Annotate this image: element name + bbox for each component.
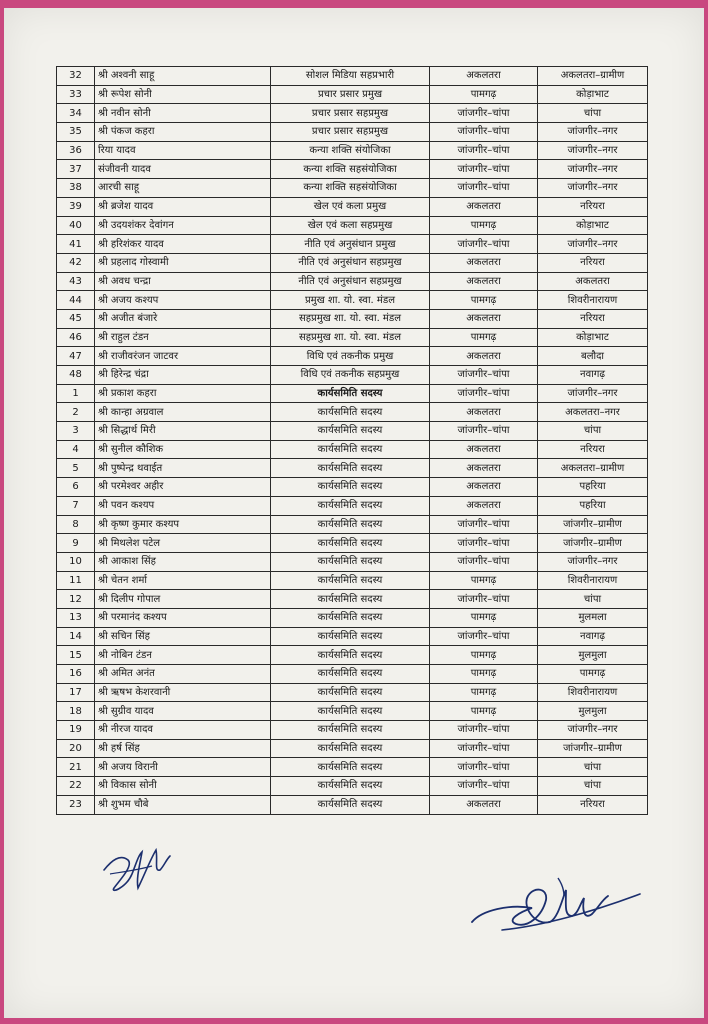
table-row <box>57 515 648 534</box>
serial-number-cell: 18 <box>57 702 95 721</box>
serial-number-cell: 15 <box>57 646 95 665</box>
vidhansabha-cell: अकलतरा <box>430 67 538 86</box>
member-name-cell: श्री कृष्ण कुमार कश्यप <box>95 515 271 534</box>
vidhansabha-cell: जांजगीर–चांपा <box>430 104 538 123</box>
mandal-cell: जांजगीर–ग्रामीण <box>538 739 648 758</box>
post-cell: कार्यसमिति सदस्य <box>271 384 430 403</box>
mandal-cell: जांजगीर–नगर <box>538 235 648 254</box>
post-cell: कार्यसमिति सदस्य <box>271 758 430 777</box>
mandal-cell: चांपा <box>538 758 648 777</box>
mandal-cell: जांजगीर–नगर <box>538 123 648 142</box>
vidhansabha-cell: जांजगीर–चांपा <box>430 366 538 385</box>
member-name-cell: श्री पवन कश्यप <box>95 496 271 515</box>
vidhansabha-cell: जांजगीर–चांपा <box>430 515 538 534</box>
serial-number-cell: 12 <box>57 590 95 609</box>
post-cell: सहप्रमुख शा. यो. स्वा. मंडल <box>271 309 430 328</box>
vidhansabha-cell: जांजगीर–चांपा <box>430 777 538 796</box>
table-row <box>57 291 648 310</box>
post-cell: कार्यसमिति सदस्य <box>271 496 430 515</box>
table-row <box>57 590 648 609</box>
vidhansabha-cell: अकलतरा <box>430 403 538 422</box>
member-name-cell: श्री सुग्रीव यादव <box>95 702 271 721</box>
table-row <box>57 85 648 104</box>
mandal-cell: शिवरीनारायण <box>538 571 648 590</box>
member-name-cell: श्री नोबिन टंडन <box>95 646 271 665</box>
serial-number-cell: 7 <box>57 496 95 515</box>
member-name-cell: श्री हिरेन्द्र चंद्रा <box>95 366 271 385</box>
mandal-cell: जांजगीर–नगर <box>538 721 648 740</box>
serial-number-cell: 32 <box>57 67 95 86</box>
serial-number-cell: 43 <box>57 272 95 291</box>
serial-number-cell: 46 <box>57 328 95 347</box>
member-name-cell: श्री अश्वनी साहू <box>95 67 271 86</box>
post-cell: कार्यसमिति सदस्य <box>271 590 430 609</box>
table-row <box>57 739 648 758</box>
serial-number-cell: 9 <box>57 534 95 553</box>
mandal-cell: शिवरीनारायण <box>538 291 648 310</box>
member-name-cell: श्री विकास सोनी <box>95 777 271 796</box>
member-name-cell: आरची साहू <box>95 179 271 198</box>
post-cell: विधि एवं तकनीक प्रमुख <box>271 347 430 366</box>
post-cell: कार्यसमिति सदस्य <box>271 440 430 459</box>
mandal-cell: मुलमुला <box>538 646 648 665</box>
member-name-cell: श्री अजय विरानी <box>95 758 271 777</box>
serial-number-cell: 47 <box>57 347 95 366</box>
member-name-cell: श्री राहुल टंडन <box>95 328 271 347</box>
mandal-cell: अकलतरा–ग्रामीण <box>538 67 648 86</box>
mandal-cell: चांपा <box>538 104 648 123</box>
mandal-cell: जांजगीर–ग्रामीण <box>538 515 648 534</box>
post-cell: प्रचार प्रसार सहप्रमुख <box>271 104 430 123</box>
serial-number-cell: 41 <box>57 235 95 254</box>
signature-right-icon <box>462 860 652 950</box>
post-cell: कार्यसमिति सदस्य <box>271 646 430 665</box>
vidhansabha-cell: अकलतरा <box>430 253 538 272</box>
member-name-cell: श्री हर्ष सिंह <box>95 739 271 758</box>
serial-number-cell: 5 <box>57 459 95 478</box>
table-row <box>57 608 648 627</box>
table-row <box>57 777 648 796</box>
post-cell: सोशल मिडिया सहप्रभारी <box>271 67 430 86</box>
post-cell: कार्यसमिति सदस्य <box>271 683 430 702</box>
serial-number-cell: 1 <box>57 384 95 403</box>
mandal-cell: पहरिया <box>538 478 648 497</box>
table-row <box>57 141 648 160</box>
mandal-cell: पामगढ़ <box>538 665 648 684</box>
mandal-cell: कोड़ाभाट <box>538 328 648 347</box>
serial-number-cell: 19 <box>57 721 95 740</box>
mandal-cell: अकलतरा <box>538 272 648 291</box>
vidhansabha-cell: जांजगीर–चांपा <box>430 721 538 740</box>
vidhansabha-cell: जांजगीर–चांपा <box>430 160 538 179</box>
table-row <box>57 235 648 254</box>
member-name-cell: रिया यादव <box>95 141 271 160</box>
vidhansabha-cell: जांजगीर–चांपा <box>430 123 538 142</box>
post-cell: कार्यसमिति सदस्य <box>271 571 430 590</box>
mandal-cell: नरियरा <box>538 440 648 459</box>
post-cell: खेल एवं कला प्रमुख <box>271 197 430 216</box>
member-name-cell: श्री राजीवरंजन जाटवर <box>95 347 271 366</box>
post-cell: कार्यसमिति सदस्य <box>271 721 430 740</box>
post-cell: खेल एवं कला सहप्रमुख <box>271 216 430 235</box>
vidhansabha-cell: पामगढ़ <box>430 216 538 235</box>
member-name-cell: श्री शुभम चौबे <box>95 795 271 814</box>
member-roster-table <box>56 66 648 815</box>
mandal-cell: मुलमला <box>538 608 648 627</box>
mandal-cell: नरियरा <box>538 309 648 328</box>
vidhansabha-cell: अकलतरा <box>430 197 538 216</box>
member-name-cell: श्री उदयशंकर देवांगन <box>95 216 271 235</box>
table-row <box>57 721 648 740</box>
member-name-cell: श्री नवीन सोनी <box>95 104 271 123</box>
member-name-cell: श्री रूपेश सोनी <box>95 85 271 104</box>
serial-number-cell: 13 <box>57 608 95 627</box>
table-row <box>57 160 648 179</box>
serial-number-cell: 38 <box>57 179 95 198</box>
post-cell: प्रचार प्रसार सहप्रमुख <box>271 123 430 142</box>
table-row <box>57 253 648 272</box>
member-name-cell: श्री सचिन सिंह <box>95 627 271 646</box>
vidhansabha-cell: पामगढ़ <box>430 646 538 665</box>
vidhansabha-cell: अकलतरा <box>430 309 538 328</box>
vidhansabha-cell: पामगढ़ <box>430 665 538 684</box>
post-cell: कन्या शक्ति सहसंयोजिका <box>271 160 430 179</box>
member-name-cell: श्री मिथलेश पटेल <box>95 534 271 553</box>
table-row <box>57 534 648 553</box>
post-cell: प्रचार प्रसार प्रमुख <box>271 85 430 104</box>
table-row <box>57 216 648 235</box>
post-cell: प्रमुख शा. यो. स्वा. मंडल <box>271 291 430 310</box>
serial-number-cell: 20 <box>57 739 95 758</box>
mandal-cell: चांपा <box>538 590 648 609</box>
serial-number-cell: 33 <box>57 85 95 104</box>
mandal-cell: चांपा <box>538 422 648 441</box>
table-row <box>57 272 648 291</box>
table-row <box>57 665 648 684</box>
post-cell: कन्या शक्ति संयोजिका <box>271 141 430 160</box>
member-name-cell: श्री परमेश्वर अहीर <box>95 478 271 497</box>
serial-number-cell: 10 <box>57 552 95 571</box>
table-row <box>57 422 648 441</box>
member-name-cell: श्री अमित अनंत <box>95 665 271 684</box>
mandal-cell: शिवरीनारायण <box>538 683 648 702</box>
serial-number-cell: 3 <box>57 422 95 441</box>
serial-number-cell: 11 <box>57 571 95 590</box>
post-cell: कार्यसमिति सदस्य <box>271 665 430 684</box>
roster-body <box>57 67 648 815</box>
vidhansabha-cell: जांजगीर–चांपा <box>430 384 538 403</box>
vidhansabha-cell: जांजगीर–चांपा <box>430 534 538 553</box>
vidhansabha-cell: पामगढ़ <box>430 608 538 627</box>
vidhansabha-cell: जांजगीर–चांपा <box>430 141 538 160</box>
vidhansabha-cell: जांजगीर–चांपा <box>430 552 538 571</box>
table-row <box>57 478 648 497</box>
serial-number-cell: 44 <box>57 291 95 310</box>
serial-number-cell: 23 <box>57 795 95 814</box>
table-row <box>57 104 648 123</box>
table-row <box>57 683 648 702</box>
table-row <box>57 197 648 216</box>
post-cell: कार्यसमिति सदस्य <box>271 777 430 796</box>
member-name-cell: श्री प्रहलाद गोस्वामी <box>95 253 271 272</box>
vidhansabha-cell: अकलतरा <box>430 496 538 515</box>
table-row <box>57 571 648 590</box>
member-name-cell: श्री ब्रजेश यादव <box>95 197 271 216</box>
member-name-cell: श्री अवध चन्द्रा <box>95 272 271 291</box>
serial-number-cell: 22 <box>57 777 95 796</box>
member-name-cell: श्री नीरज यादव <box>95 721 271 740</box>
vidhansabha-cell: अकलतरा <box>430 459 538 478</box>
vidhansabha-cell: अकलतरा <box>430 440 538 459</box>
serial-number-cell: 39 <box>57 197 95 216</box>
post-cell: कार्यसमिति सदस्य <box>271 702 430 721</box>
post-cell: कार्यसमिति सदस्य <box>271 403 430 422</box>
vidhansabha-cell: जांजगीर–चांपा <box>430 179 538 198</box>
member-name-cell: श्री चेतन शर्मा <box>95 571 271 590</box>
serial-number-cell: 14 <box>57 627 95 646</box>
mandal-cell: कोड़ाभाट <box>538 216 648 235</box>
mandal-cell: नरियरा <box>538 795 648 814</box>
vidhansabha-cell: जांजगीर–चांपा <box>430 422 538 441</box>
vidhansabha-cell: पामगढ़ <box>430 571 538 590</box>
post-cell: कार्यसमिति सदस्य <box>271 515 430 534</box>
member-name-cell: श्री पंकज कहरा <box>95 123 271 142</box>
vidhansabha-cell: जांजगीर–चांपा <box>430 758 538 777</box>
vidhansabha-cell: पामगढ़ <box>430 85 538 104</box>
mandal-cell: बलौदा <box>538 347 648 366</box>
serial-number-cell: 48 <box>57 366 95 385</box>
member-name-cell: श्री दिलीप गोपाल <box>95 590 271 609</box>
member-name-cell: श्री पुष्पेन्द्र थवाईत <box>95 459 271 478</box>
mandal-cell: जांजगीर–ग्रामीण <box>538 534 648 553</box>
table-row <box>57 440 648 459</box>
post-cell: नीति एवं अनुसंधान प्रमुख <box>271 235 430 254</box>
mandal-cell: मुलमुला <box>538 702 648 721</box>
serial-number-cell: 16 <box>57 665 95 684</box>
vidhansabha-cell: जांजगीर–चांपा <box>430 627 538 646</box>
table-row <box>57 123 648 142</box>
member-name-cell: श्री सिद्धार्थ मिरी <box>95 422 271 441</box>
document-page <box>4 8 704 1018</box>
member-name-cell: श्री हरिशंकर यादव <box>95 235 271 254</box>
vidhansabha-cell: पामगढ़ <box>430 291 538 310</box>
serial-number-cell: 35 <box>57 123 95 142</box>
post-cell: विधि एवं तकनीक सहप्रमुख <box>271 366 430 385</box>
table-row <box>57 496 648 515</box>
serial-number-cell: 34 <box>57 104 95 123</box>
mandal-cell: नरियरा <box>538 253 648 272</box>
post-cell: कार्यसमिति सदस्य <box>271 795 430 814</box>
post-cell: नीति एवं अनुसंधान सहप्रमुख <box>271 272 430 291</box>
table-row <box>57 347 648 366</box>
vidhansabha-cell: पामगढ़ <box>430 328 538 347</box>
serial-number-cell: 36 <box>57 141 95 160</box>
mandal-cell: जांजगीर–नगर <box>538 179 648 198</box>
table-row <box>57 384 648 403</box>
vidhansabha-cell: जांजगीर–चांपा <box>430 739 538 758</box>
serial-number-cell: 6 <box>57 478 95 497</box>
vidhansabha-cell: अकलतरा <box>430 272 538 291</box>
serial-number-cell: 40 <box>57 216 95 235</box>
table-row <box>57 403 648 422</box>
table-row <box>57 328 648 347</box>
vidhansabha-cell: जांजगीर–चांपा <box>430 590 538 609</box>
serial-number-cell: 37 <box>57 160 95 179</box>
post-cell: कन्या शक्ति सहसंयोजिका <box>271 179 430 198</box>
member-name-cell: श्री अजीत बंजारे <box>95 309 271 328</box>
mandal-cell: चांपा <box>538 777 648 796</box>
post-cell: कार्यसमिति सदस्य <box>271 739 430 758</box>
mandal-cell: अकलतरा–नगर <box>538 403 648 422</box>
member-name-cell: श्री अजय कश्यप <box>95 291 271 310</box>
table-row <box>57 795 648 814</box>
table-row <box>57 309 648 328</box>
post-cell: नीति एवं अनुसंधान सहप्रमुख <box>271 253 430 272</box>
table-row <box>57 702 648 721</box>
member-name-cell: श्री परमानंद कश्यप <box>95 608 271 627</box>
table-row <box>57 758 648 777</box>
mandal-cell: जांजगीर–नगर <box>538 160 648 179</box>
serial-number-cell: 8 <box>57 515 95 534</box>
vidhansabha-cell: अकलतरा <box>430 795 538 814</box>
table-row <box>57 552 648 571</box>
mandal-cell: जांजगीर–नगर <box>538 141 648 160</box>
member-name-cell: संजीवनी यादव <box>95 160 271 179</box>
post-cell: कार्यसमिति सदस्य <box>271 627 430 646</box>
table-row <box>57 646 648 665</box>
post-cell: कार्यसमिति सदस्य <box>271 534 430 553</box>
serial-number-cell: 42 <box>57 253 95 272</box>
member-name-cell: श्री प्रकाश कहरा <box>95 384 271 403</box>
mandal-cell: जांजगीर–नगर <box>538 384 648 403</box>
member-name-cell: श्री कान्हा अग्रवाल <box>95 403 271 422</box>
vidhansabha-cell: जांजगीर–चांपा <box>430 235 538 254</box>
serial-number-cell: 2 <box>57 403 95 422</box>
table-row <box>57 627 648 646</box>
serial-number-cell: 21 <box>57 758 95 777</box>
mandal-cell: पहरिया <box>538 496 648 515</box>
post-cell: कार्यसमिति सदस्य <box>271 459 430 478</box>
table-row <box>57 179 648 198</box>
mandal-cell: नरियरा <box>538 197 648 216</box>
member-name-cell: श्री आकाश सिंह <box>95 552 271 571</box>
mandal-cell: जांजगीर–नगर <box>538 552 648 571</box>
serial-number-cell: 17 <box>57 683 95 702</box>
table-row <box>57 459 648 478</box>
vidhansabha-cell: अकलतरा <box>430 347 538 366</box>
mandal-cell: अकलतरा–ग्रामीण <box>538 459 648 478</box>
mandal-cell: कोड़ाभाट <box>538 85 648 104</box>
serial-number-cell: 45 <box>57 309 95 328</box>
serial-number-cell: 4 <box>57 440 95 459</box>
signature-left-icon <box>98 830 178 900</box>
mandal-cell: नवागढ़ <box>538 366 648 385</box>
table-row <box>57 366 648 385</box>
vidhansabha-cell: पामगढ़ <box>430 702 538 721</box>
post-cell: कार्यसमिति सदस्य <box>271 478 430 497</box>
post-cell: कार्यसमिति सदस्य <box>271 552 430 571</box>
table-row <box>57 67 648 86</box>
mandal-cell: नवागढ़ <box>538 627 648 646</box>
post-cell: सहप्रमुख शा. यो. स्वा. मंडल <box>271 328 430 347</box>
vidhansabha-cell: अकलतरा <box>430 478 538 497</box>
post-cell: कार्यसमिति सदस्य <box>271 422 430 441</box>
post-cell: कार्यसमिति सदस्य <box>271 608 430 627</box>
member-name-cell: श्री ऋषभ केशरवानी <box>95 683 271 702</box>
vidhansabha-cell: पामगढ़ <box>430 683 538 702</box>
member-name-cell: श्री सुनील कौशिक <box>95 440 271 459</box>
